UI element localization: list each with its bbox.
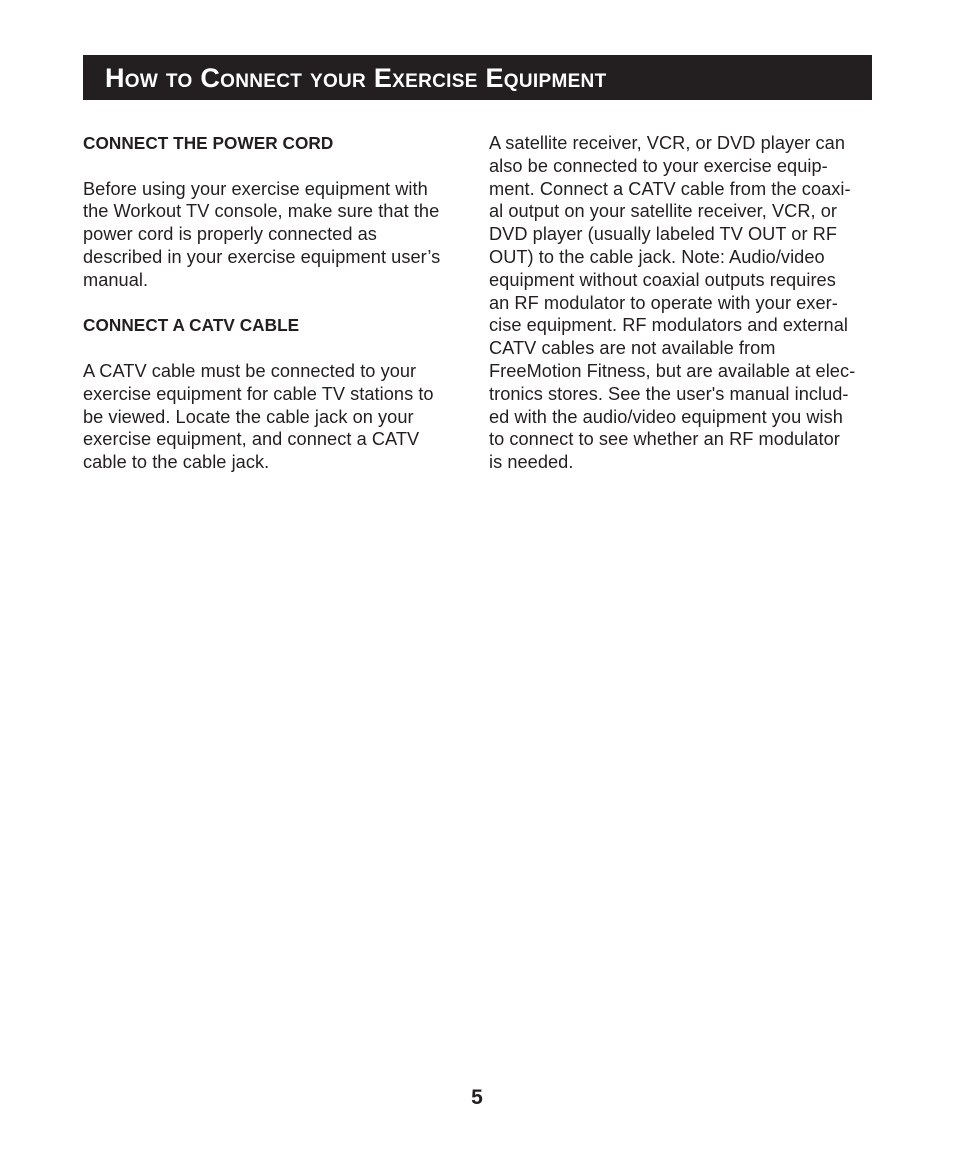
text-line: to connect to see whether an RF modulator	[489, 429, 840, 450]
text-line: Before using your exercise equipment with	[83, 178, 428, 199]
page-title: How to Connect your Exercise Equipment	[105, 63, 607, 93]
text-line: exercise equipment for cable TV stations to	[83, 383, 434, 404]
text-line: be viewed. Locate the cable jack on your	[83, 406, 414, 427]
text-line: described in your exercise equipment user’s	[83, 246, 441, 267]
text-line: is needed.	[489, 452, 574, 473]
left-column	[83, 132, 463, 497]
text-line: tronics stores. See the user's manual includ-	[489, 383, 849, 404]
section-heading-power-cord: CONNECT THE POWER CORD	[83, 133, 334, 153]
text-line: FreeMotion Fitness, but are available at elec-	[489, 360, 856, 381]
title-banner	[83, 55, 872, 100]
text-line: exercise equipment, and connect a CATV	[83, 429, 420, 450]
paragraph-power-cord	[83, 178, 463, 292]
text-line: cable to the cable jack.	[83, 452, 270, 473]
paragraph-satellite-vcr-dvd	[489, 132, 879, 474]
section-heading-catv-cable: CONNECT A CATV CABLE	[83, 315, 300, 336]
text-line: equipment without coaxial outputs requires	[489, 269, 836, 290]
text-line: the Workout TV console, make sure that the	[83, 201, 440, 222]
text-line: DVD player (usually labeled TV OUT or RF	[489, 224, 838, 245]
page-number: 5	[471, 1086, 483, 1109]
text-line: also be connected to your exercise equip-	[489, 155, 828, 176]
text-line: ment. Connect a CATV cable from the coaxi-	[489, 178, 851, 199]
text-line: power cord is properly connected as	[83, 224, 377, 245]
text-line: ed with the audio/video equipment you wish	[489, 406, 843, 427]
text-line: cise equipment. RF modulators and external	[489, 315, 848, 336]
text-line: al output on your satellite receiver, VCR, or	[489, 201, 837, 222]
text-line: A satellite receiver, VCR, or DVD player can	[489, 133, 845, 153]
text-line: OUT) to the cable jack. Note: Audio/video	[489, 246, 825, 267]
paragraph-catv-cable	[83, 360, 463, 474]
text-line: an RF modulator to operate with your exer-	[489, 292, 838, 313]
text-line: manual.	[83, 269, 149, 290]
text-line: CATV cables are not available from	[489, 338, 776, 359]
text-line: A CATV cable must be connected to your	[83, 360, 417, 381]
right-column	[489, 132, 879, 497]
